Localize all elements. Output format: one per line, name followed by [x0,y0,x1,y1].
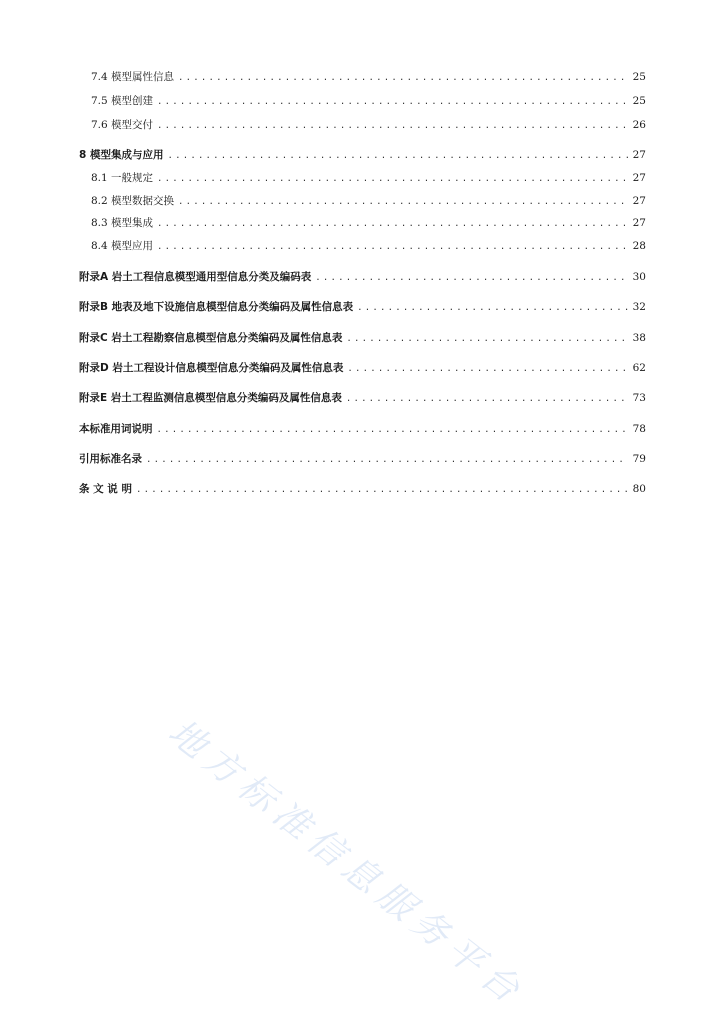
toc-leader-dots [346,330,628,348]
toc-leader-dots [167,147,628,165]
toc-leader-dots [157,117,628,135]
toc-entry-7-6[interactable] [91,116,646,134]
toc-leader-dots [357,299,628,317]
toc-entry-page: 79 [632,453,646,465]
toc-entry-8-1[interactable] [91,169,646,187]
toc-entry-page: 80 [632,483,646,495]
toc-entry-page: 25 [632,71,646,83]
toc-entry-appendix-b[interactable] [79,298,646,316]
toc-entry-title: 7.4 模型属性信息 [91,71,175,83]
toc-entry-7-4[interactable] [91,68,646,86]
toc-entry-appendix-e[interactable] [79,389,646,407]
watermark: 地方标准信息服务平台 [160,711,533,1015]
toc-entry-appendix-c[interactable] [79,329,646,347]
toc-entry-terms-explanation[interactable] [79,420,646,438]
toc-entry-title: 条 文 说 明 [79,483,132,495]
toc-entry-page: 25 [632,95,646,107]
toc-entry-title: 8.2 模型数据交换 [91,195,175,207]
toc-entry-page: 28 [632,240,646,252]
toc-entry-appendix-d[interactable] [79,359,646,377]
toc-entry-title: 附录E 岩土工程监测信息模型信息分类编码及属性信息表 [79,392,342,404]
toc-leader-dots [157,93,628,111]
toc-entry-title: 附录A 岩土工程信息模型通用型信息分类及编码表 [79,271,312,283]
toc-entry-title: 8 模型集成与应用 [79,149,164,161]
toc-entry-chapter-8[interactable] [79,146,646,164]
toc-entry-page: 73 [632,392,646,404]
toc-leader-dots [157,238,628,256]
toc-leader-dots [157,170,628,188]
toc-entry-page: 27 [632,217,646,229]
toc-entry-article-explanation[interactable] [79,480,646,498]
toc-leader-dots [136,481,628,499]
toc-entry-page: 32 [632,301,646,313]
toc-leader-dots [346,390,628,408]
toc-entry-page: 78 [632,423,646,435]
toc-entry-page: 26 [632,119,646,131]
toc-entry-page: 27 [632,195,646,207]
toc-entry-title: 附录C 岩土工程勘察信息模型信息分类编码及属性信息表 [79,332,343,344]
toc-leader-dots [315,269,628,287]
toc-leader-dots [178,193,628,211]
toc-entry-8-4[interactable] [91,237,646,255]
toc-entry-8-3[interactable] [91,214,646,232]
toc-entry-title: 7.6 模型交付 [91,119,154,131]
toc-entry-appendix-a[interactable] [79,268,646,286]
toc-entry-title: 本标准用词说明 [79,423,153,435]
toc-entry-page: 27 [632,172,646,184]
toc-entry-title: 8.1 一般规定 [91,172,154,184]
toc-entry-page: 27 [632,149,646,161]
toc-entry-title: 附录D 岩土工程设计信息模型信息分类编码及属性信息表 [79,362,344,374]
toc-entry-title: 7.5 模型创建 [91,95,154,107]
toc-leader-dots [347,360,628,378]
toc-entry-title: 8.3 模型集成 [91,217,154,229]
toc-entry-page: 62 [632,362,646,374]
toc-entry-title: 引用标准名录 [79,453,142,465]
toc-entry-title: 8.4 模型应用 [91,240,154,252]
toc-entry-page: 30 [632,271,646,283]
toc-entry-page: 38 [632,332,646,344]
toc-entry-8-2[interactable] [91,192,646,210]
toc-entry-7-5[interactable] [91,92,646,110]
toc-entry-title: 附录B 地表及地下设施信息模型信息分类编码及属性信息表 [79,301,354,313]
toc-leader-dots [178,69,628,87]
toc-entry-referenced-standards[interactable] [79,450,646,468]
toc-leader-dots [157,215,628,233]
toc-leader-dots [157,421,629,439]
toc-leader-dots [146,451,628,469]
